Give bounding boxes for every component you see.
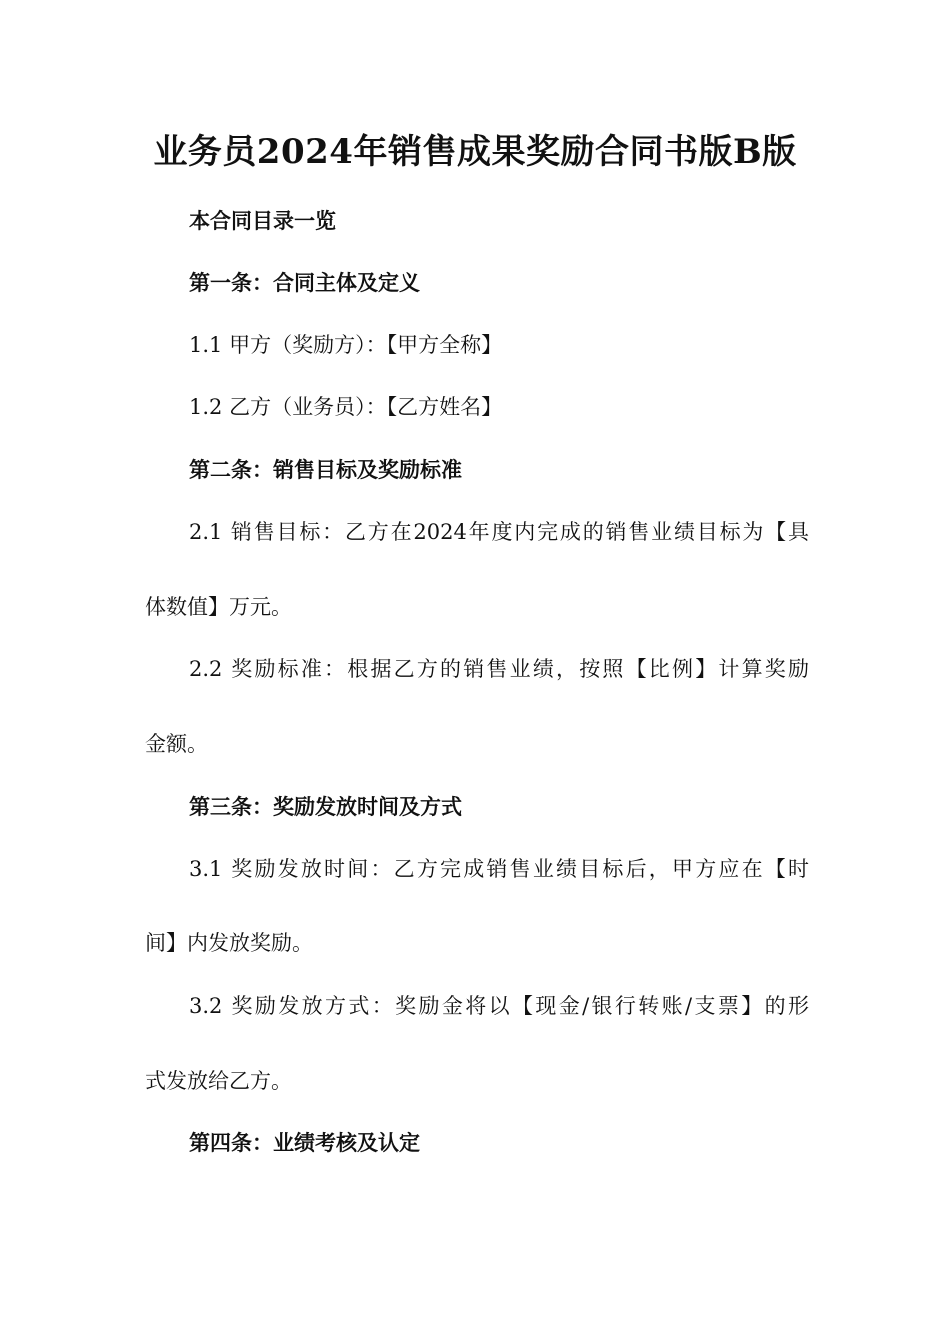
article-2-item-2-line-1: 2.2 奖励标准：根据乙方的销售业绩，按照【比例】计算奖励 — [189, 657, 809, 681]
article-3-item-2-line-2: 式发放给乙方。 — [145, 1069, 292, 1093]
document-title: 业务员2024年销售成果奖励合同书版B版 — [153, 132, 797, 172]
article-3-item-2-line-1: 3.2 奖励发放方式：奖励金将以【现金/银行转账/支票】的形 — [189, 994, 809, 1018]
article-3-item-1-line-1: 3.1 奖励发放时间：乙方完成销售业绩目标后，甲方应在【时 — [189, 857, 809, 881]
article-1-heading: 第一条：合同主体及定义 — [189, 270, 420, 295]
article-2-item-2-line-2: 金额。 — [145, 732, 208, 756]
toc-heading: 本合同目录一览 — [189, 208, 336, 233]
article-3-heading: 第三条：奖励发放时间及方式 — [189, 794, 462, 819]
article-2-heading: 第二条：销售目标及奖励标准 — [189, 457, 462, 482]
article-4-heading: 第四条：业绩考核及认定 — [189, 1130, 420, 1155]
article-1-item-1: 1.1 甲方（奖励方）：【甲方全称】 — [189, 333, 503, 357]
article-2-item-1-line-2: 体数值】万元。 — [145, 595, 292, 619]
article-2-item-1-line-1: 2.1 销售目标：乙方在2024年度内完成的销售业绩目标为【具 — [189, 520, 809, 544]
article-3-item-1-line-2: 间】内发放奖励。 — [145, 931, 313, 955]
article-1-item-2: 1.2 乙方（业务员）：【乙方姓名】 — [189, 395, 503, 419]
